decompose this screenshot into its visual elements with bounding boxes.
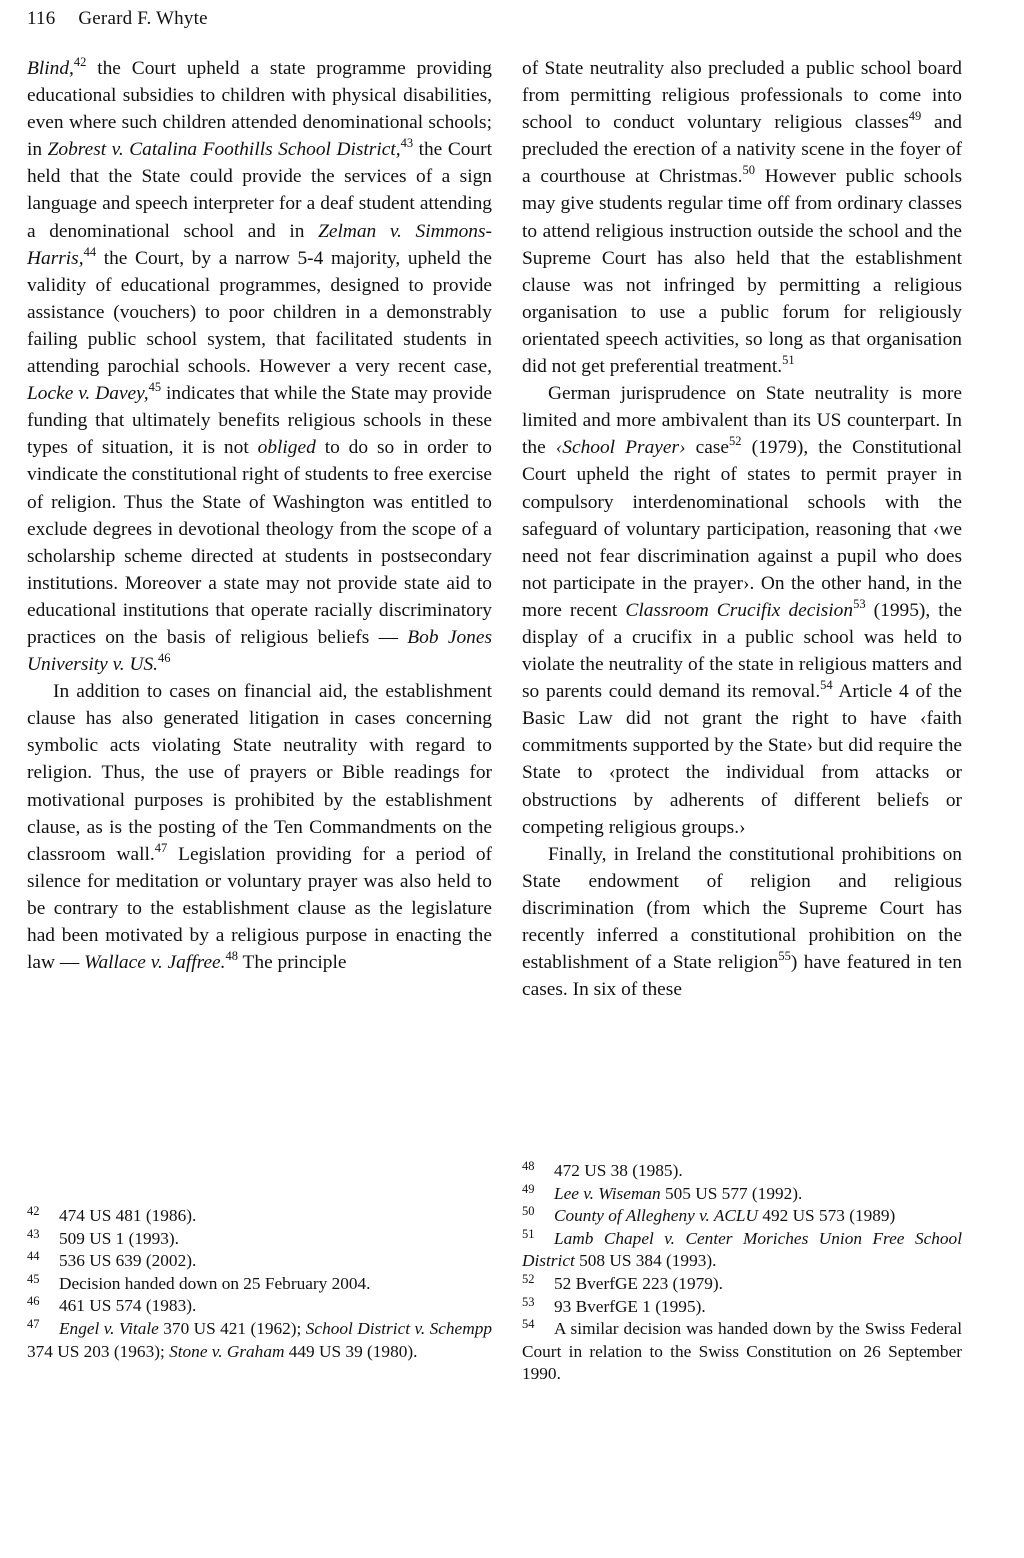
footnote-text: 492 US 573 (1989) [758, 1206, 896, 1226]
text-run: of State neutrality also precluded a public school board from permitting religious professionals to come into school to conduct voluntary religious classes [522, 58, 962, 134]
footnote: 50 County of Allegheny v. ACLU 492 US 573 (1989) [522, 1204, 896, 1226]
footnote: 53 93 BverfGE 1 (1995). [522, 1294, 706, 1316]
footnote-ref[interactable]: 46 [158, 651, 171, 666]
paragraph [27, 55, 492, 678]
footnote: 45 Decision handed down on 25 February 2004. [27, 1271, 371, 1293]
footnote-text: A similar decision was handed down by the Swiss Federal Court in relation to the Swiss Constitution on 26 September 1990. [522, 1319, 962, 1384]
text-run: Legislation providing for a period of silence for meditation or voluntary prayer was also held to be contrary to the establishment clause as the legislature had been motivated by a religious purpose in enacting the law — [27, 843, 493, 974]
footnote: 43 509 US 1 (1993). [27, 1226, 180, 1248]
case-name: Blind, [27, 58, 74, 79]
footnote-text: 374 US 203 (1963); [27, 1341, 170, 1361]
footnote-ref[interactable]: 47 [154, 840, 168, 855]
footnote-text: 52 BverfGE 223 (1979). [554, 1273, 723, 1293]
text-run: (1995), the display of a crucifix in a public school was held to violate the neutrality of the state in religious matters and so parents could demand its removal. [522, 599, 962, 703]
footnotes-left [27, 1205, 492, 1363]
text-run: and precluded the erection of a nativity scene in the foyer of a courthouse at Christmas. [522, 112, 962, 188]
footnote: 46 461 US 574 (1983). [27, 1294, 197, 1316]
text-run: German jurisprudence on State neutrality is more limited and more ambivalent than its US counterpart. In the [522, 383, 962, 459]
text-run: In addition to cases on financial aid, the establishment clause has also generated litigation in cases concerning symbolic acts violating State neutrality with regard to religion. Thus, the use of prayers or Bible readings for motivational purposes is prohibited by the establishment clause, as is the posting of the Ten Commandments on the classroom wall. [27, 681, 492, 865]
footnote-ref[interactable]: 43 [400, 136, 414, 151]
footnote-text: 472 US 38 (1985). [554, 1161, 683, 1180]
footnote: 48 472 US 38 (1985). [522, 1159, 683, 1180]
left-column [27, 55, 492, 976]
right-column [522, 55, 962, 1003]
text-run: Finally, in Ireland the constitutional prohibitions on State endowment of religion and religious discrimination (from which the Supreme Court has recently inferred a constitutional prohibition on the establishment of a State religion [522, 843, 962, 974]
case-name: Lamb Chapel v. Center Moriches Union Free School District [522, 1228, 962, 1271]
text-run: However public schools may give students regular time off from ordinary classes to attend religious instruction outside the school and the Supreme Court has also held that the establishment clause was not infringed by permitting a religious organisation to use a public forum for religiously orientated speech activities, so long as that organisation did not get preferential treatment. [522, 166, 962, 378]
text-run: Article 4 of the Basic Law did not grant the right to have ‹faith commitments supported by the State› but did require the State to ‹protect the individual from attacks or obstructions by adherents of different beliefs or competing religious groups.› [522, 681, 962, 838]
case-name: Wallace v. Jaffree. [84, 952, 226, 974]
footnote-ref[interactable]: 54 [820, 678, 833, 693]
footnotes-right [522, 1160, 962, 1386]
footnote: 47 Engel v. Vitale 370 US 421 (1962); School District v. Schempp 374 US 203 (1963); Stone v. Graham 449 US 39 (1980). [27, 1316, 492, 1361]
footnote-ref[interactable]: 52 [729, 434, 742, 449]
footnote: 51 Lamb Chapel v. Center Moriches Union Free School District 508 US 384 (1993). [522, 1226, 962, 1271]
text-run: the Court, by a narrow 5-4 majority, upheld the validity of educational programmes, designed to provide assistance (vouchers) to poor children in a demonstrably failing public school system, that facilitated students in attending parochial schools. However a very recent case, [27, 247, 492, 378]
footnote: 42 474 US 481 (1986). [27, 1204, 197, 1225]
footnote-ref[interactable]: 50 [742, 163, 755, 178]
case-name: Stone v. Graham [169, 1341, 285, 1361]
text-run: (1979), the Constitutional Court upheld the right of states to permit prayer in compulsory interdenominational schools with the safeguard of voluntary participation, reasoning that ‹we need not fear discrimination against a pupil who does not participate in the prayer›. On the other hand, in the more recent [522, 437, 962, 621]
paragraph [522, 55, 962, 380]
footnote: 54 A similar decision was handed down by the Swiss Federal Court in relation to the Swiss Constitution on 26 September 1990. [522, 1317, 962, 1384]
case-name: School District v. Schempp [305, 1318, 492, 1338]
footnote-ref[interactable]: 49 [908, 109, 922, 124]
case-name: Locke v. Davey, [27, 383, 149, 405]
footnote-text: 474 US 481 (1986). [59, 1206, 197, 1225]
footnote-ref[interactable]: 44 [83, 244, 97, 259]
footnote-ref[interactable]: 53 [853, 596, 866, 611]
case-name: Zelman v. Simmons-Harris, [27, 220, 492, 269]
text-run: the Court upheld a state programme providing educational subsidies to children with physical disabilities, even where such children attended denominational schools; in [27, 58, 492, 161]
paragraph [522, 841, 962, 1004]
text-run: the Court held that the State could provide the services of a sign language and speech interpreter for a deaf student attending a denominational school and in [27, 139, 492, 242]
footnote-text: 449 US 39 (1980). [284, 1341, 418, 1361]
text-run: The principle [238, 952, 347, 974]
footnote-text: 508 US 384 (1993). [574, 1251, 717, 1271]
footnote-text: 505 US 577 (1992). [660, 1183, 803, 1203]
footnote-text: 509 US 1 (1993). [59, 1228, 180, 1248]
paragraph [522, 380, 962, 841]
case-name: Zobrest v. Catalina Foothills School District, [47, 139, 401, 161]
footnote-ref[interactable]: 42 [73, 55, 87, 69]
footnote-ref[interactable]: 48 [225, 949, 239, 964]
case-name: ‹School Prayer› [555, 437, 686, 459]
footnote-text: 461 US 574 (1983). [59, 1296, 197, 1316]
case-name: Bob Jones University v. US. [27, 626, 492, 676]
footnote-ref[interactable]: 45 [148, 380, 162, 395]
text-run: case [685, 437, 729, 459]
case-name: County of Allegheny v. ACLU [554, 1206, 758, 1226]
emphasis: obliged [257, 437, 316, 459]
text-run: ) have featured in ten cases. In six of these [522, 952, 962, 1001]
footnote-text: 93 BverfGE 1 (1995). [554, 1296, 706, 1316]
text-run: to do so in order to vindicate the constitutional right of students to free exercise of religion. Thus the State of Washington was entitled to exclude degrees in devotional theology from the scope of a scholarship scheme directed at students in postsecondary institutions. Moreover a state may not provide state aid to educational institutions that operate racially discriminatory practices on the basis of religious beliefs — [27, 437, 492, 648]
case-name: Engel v. Vitale [59, 1318, 159, 1338]
footnote-text: 370 US 421 (1962); [158, 1318, 306, 1338]
text-run: indicates that while the State may provide funding that ultimately benefits religious schools in these types of situation, it is not [27, 383, 492, 459]
footnote-text: 536 US 639 (2002). [59, 1251, 197, 1271]
footnote-ref[interactable]: 51 [782, 353, 795, 368]
footnote: 52 52 BverfGE 223 (1979). [522, 1271, 723, 1293]
paragraph [27, 678, 492, 976]
running-head [27, 8, 208, 30]
case-name: Classroom Crucifix decision [625, 599, 854, 621]
case-name: Lee v. Wiseman [554, 1183, 661, 1203]
footnote: 49 Lee v. Wiseman 505 US 577 (1992). [522, 1181, 803, 1203]
footnote-ref[interactable]: 55 [778, 949, 791, 964]
footnote-text: Decision handed down on 25 February 2004. [59, 1273, 371, 1293]
page-number: 116 [27, 8, 56, 29]
footnote: 44 536 US 639 (2002). [27, 1249, 197, 1271]
running-head-author: Gerard F. Whyte [78, 8, 208, 29]
